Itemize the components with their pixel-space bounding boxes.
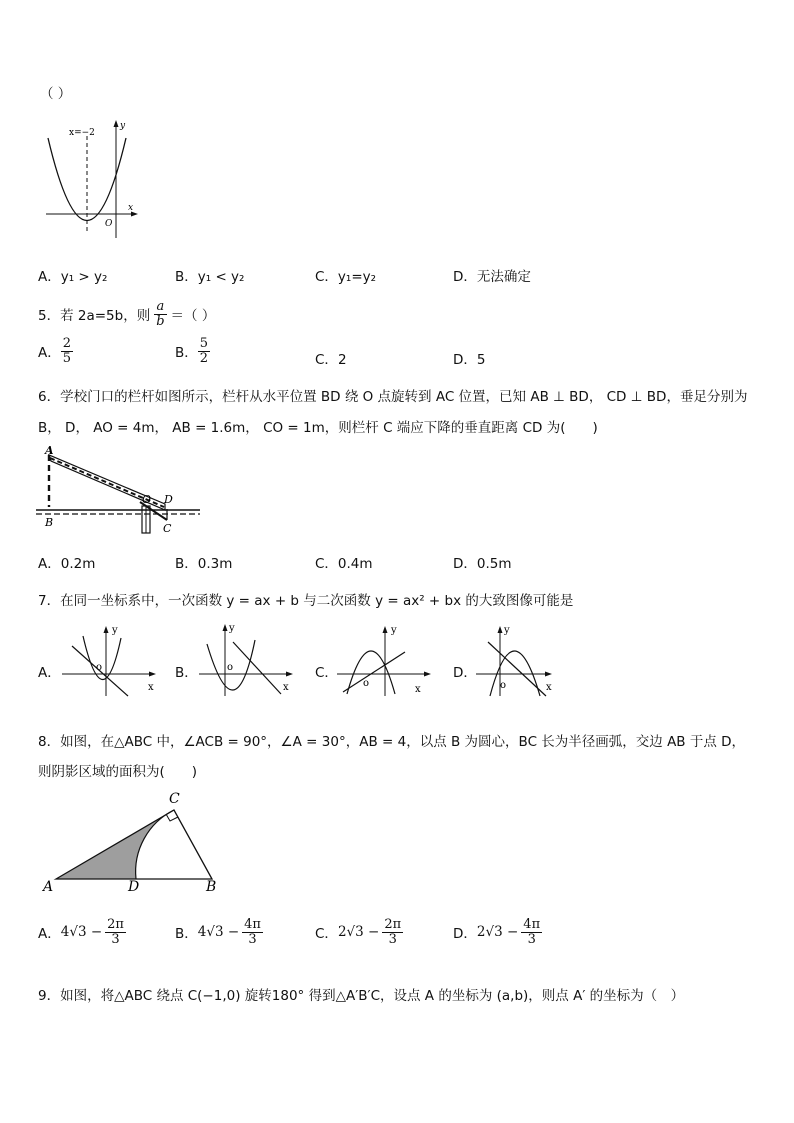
q4-origin-label: O bbox=[105, 219, 113, 229]
q7-graph-b bbox=[195, 620, 305, 698]
q7-graph-c bbox=[333, 622, 443, 698]
q4-option-d: D．无法确定 bbox=[453, 269, 531, 285]
q7-c-y-label: y bbox=[391, 625, 397, 636]
q6-barrier-figure bbox=[32, 443, 202, 539]
q8-option-b bbox=[175, 918, 263, 946]
q8-stem-line1: 8．如图，在△ABC 中，∠ACB = 90°，∠A = 30°，AB = 4，以点 B 为圆心，BC 长为半径画弧，交边 AB 于点 D， bbox=[38, 734, 746, 750]
q7-option-d-label: D． bbox=[453, 665, 477, 681]
q8-option-d-label: D． bbox=[453, 926, 477, 943]
q4-option-a: A．y₁ > y₂ bbox=[38, 269, 108, 285]
q8-option-a-frac bbox=[105, 918, 126, 946]
q5-option-a bbox=[38, 337, 73, 365]
q7-option-b-label: B． bbox=[175, 665, 198, 681]
q5-option-d-label: D． bbox=[453, 352, 477, 368]
q9-stem: 9．如图，将△ABC 绕点 C(−1,0) 旋转180° 得到△A′B′C，设点 A 的坐标为 (a,b)，则点 A′ 的坐标为（ ） bbox=[38, 988, 685, 1004]
q7-d-origin: o bbox=[500, 680, 507, 691]
q8-option-b-frac bbox=[242, 918, 263, 946]
q8-option-c bbox=[315, 918, 403, 946]
q5-option-b-num: 5 bbox=[199, 336, 209, 351]
q4-option-b: B．y₁ < y₂ bbox=[175, 269, 245, 285]
q7-b-y-label: y bbox=[229, 623, 235, 634]
q6-label-o: O bbox=[142, 493, 152, 506]
q4-y-label: y bbox=[120, 121, 126, 131]
q7-c-line bbox=[343, 652, 405, 692]
q8-option-d-frac bbox=[521, 918, 542, 946]
q7-graph-d bbox=[470, 622, 580, 698]
q8-option-a-lead: 4√3 − bbox=[60, 924, 103, 941]
q8-option-b-num: 4π bbox=[244, 917, 261, 932]
q8-option-c-num: 2π bbox=[384, 917, 402, 932]
q5-option-c-value: 2 bbox=[337, 352, 347, 368]
q7-d-x-label: x bbox=[546, 682, 552, 693]
q6-label-d: D bbox=[164, 493, 173, 506]
q5-option-d bbox=[453, 348, 486, 368]
q8-option-d bbox=[453, 918, 542, 946]
q6-option-a: A．0.2m bbox=[38, 556, 96, 572]
q7-b-x-label: x bbox=[283, 682, 289, 693]
q6-option-c: C．0.4m bbox=[315, 556, 373, 572]
q4-answer-bracket: （ ） bbox=[40, 86, 72, 102]
q5-option-b-frac bbox=[198, 337, 210, 365]
q7-c-parabola bbox=[347, 651, 395, 694]
q8-option-d-num: 4π bbox=[523, 917, 541, 932]
q4-option-c: C．y₁=y₂ bbox=[315, 269, 377, 285]
q8-stem-line2: 则阴影区域的面积为( ) bbox=[38, 764, 198, 780]
q5-option-b-label: B． bbox=[175, 345, 198, 362]
q7-c-x-label: x bbox=[415, 684, 421, 695]
q8-option-a bbox=[38, 918, 126, 946]
q4-x-label: x bbox=[128, 203, 134, 213]
q6-label-c: C bbox=[163, 522, 172, 535]
q6-label-a: A bbox=[45, 444, 54, 457]
q5-option-c bbox=[315, 348, 347, 368]
q5-stem bbox=[38, 300, 215, 328]
q4-y-axis-arrow bbox=[114, 120, 119, 127]
q8-option-c-lead: 2√3 − bbox=[337, 924, 380, 941]
q7-b-origin: o bbox=[227, 662, 234, 673]
q4-parabola-graph bbox=[40, 118, 140, 244]
q7-d-y-label: y bbox=[504, 625, 510, 636]
q5-option-a-frac bbox=[61, 337, 73, 365]
q5-option-d-value: 5 bbox=[476, 352, 486, 368]
q5-option-a-num: 2 bbox=[62, 336, 72, 351]
q6-stem-line1: 6．学校门口的栏杆如图所示，栏杆从水平位置 BD 绕 O 点旋转到 AC 位置，已知 AB ⊥ BD， CD ⊥ BD，垂足分别为 bbox=[38, 389, 748, 405]
q8-option-c-den: 3 bbox=[388, 931, 397, 947]
q6-stem-line2: B， D， AO = 4m， AB = 1.6m， CO = 1m，则栏杆 C 端应下降的垂直距离 CD 为( ) bbox=[38, 420, 598, 436]
q5-option-b bbox=[175, 337, 210, 365]
q8-label-d: D bbox=[128, 879, 140, 895]
q8-option-c-frac bbox=[382, 918, 403, 946]
q8-label-a: A bbox=[43, 879, 54, 895]
q5-option-a-label: A． bbox=[38, 345, 61, 362]
q7-option-a-label: A． bbox=[38, 665, 61, 681]
q5-option-b-den: 2 bbox=[199, 350, 209, 366]
q7-stem: 7．在同一坐标系中，一次函数 y = ax + b 与二次函数 y = ax² + bx 的大致图像可能是 bbox=[38, 593, 574, 609]
q8-option-b-label: B． bbox=[175, 926, 198, 943]
q4-symmetry-label: x=−2 bbox=[69, 128, 95, 138]
q8-option-a-den: 3 bbox=[111, 931, 120, 947]
q5-stem-tail: ＝（ ） bbox=[170, 308, 216, 325]
q5-option-a-den: 5 bbox=[62, 350, 72, 366]
q5-stem-text: 5．若 2a=5b，则 bbox=[38, 308, 151, 325]
q8-option-a-num: 2π bbox=[107, 917, 124, 932]
q7-d-line bbox=[488, 642, 546, 696]
q5-fraction-den: b bbox=[156, 313, 165, 329]
q7-option-c-label: C． bbox=[315, 665, 338, 681]
q6-option-d: D．0.5m bbox=[453, 556, 512, 572]
q7-a-y-label: y bbox=[112, 625, 118, 636]
q8-option-d-den: 3 bbox=[527, 931, 536, 947]
q6-option-b: B．0.3m bbox=[175, 556, 233, 572]
q7-a-origin: o bbox=[96, 662, 103, 673]
q8-option-a-label: A． bbox=[38, 926, 61, 943]
q8-label-c: C bbox=[169, 791, 180, 807]
q8-option-b-lead: 4√3 − bbox=[197, 924, 240, 941]
q7-c-origin: o bbox=[363, 678, 370, 689]
q8-arc bbox=[136, 810, 174, 879]
q7-graph-a bbox=[58, 622, 168, 698]
q7-b-line bbox=[233, 642, 281, 694]
q8-label-b: B bbox=[206, 879, 217, 895]
q8-triangle-figure bbox=[40, 788, 230, 898]
q5-fraction bbox=[154, 300, 166, 328]
q5-option-c-label: C． bbox=[315, 352, 338, 368]
q8-option-c-label: C． bbox=[315, 926, 338, 943]
q6-label-b: B bbox=[45, 516, 54, 529]
q8-option-d-lead: 2√3 − bbox=[476, 924, 519, 941]
q7-a-x-label: x bbox=[148, 682, 154, 693]
q8-option-b-den: 3 bbox=[248, 931, 257, 947]
q5-fraction-num: a bbox=[154, 300, 166, 315]
